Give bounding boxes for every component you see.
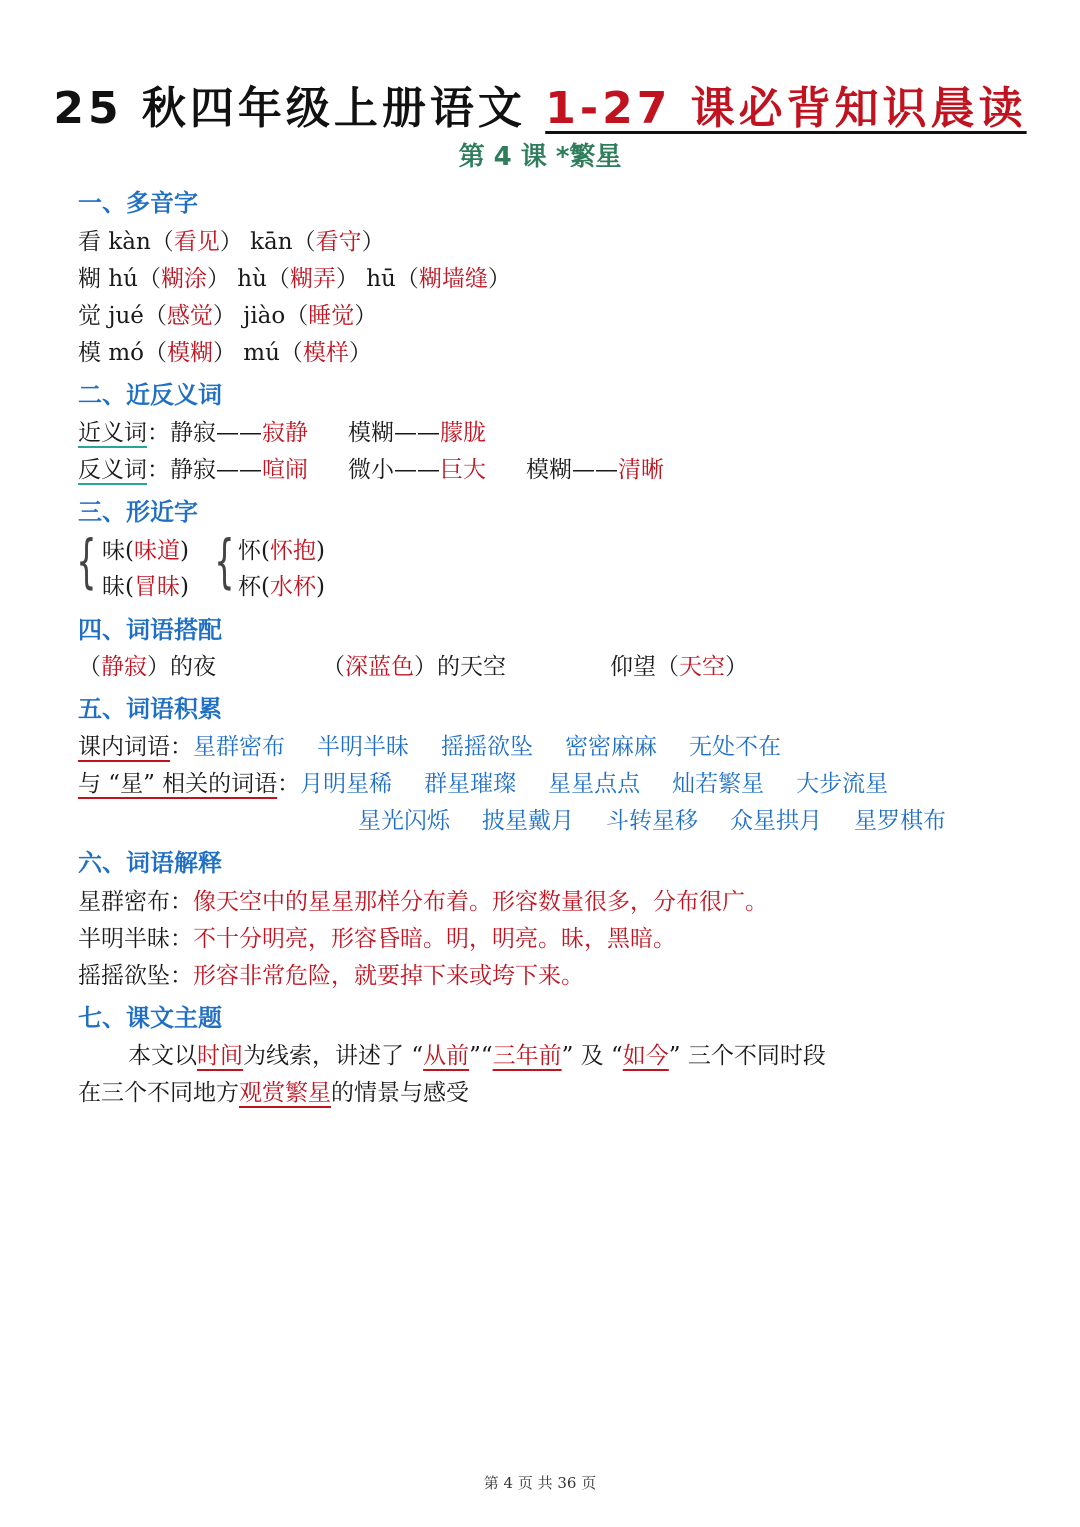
star-vocab-row: 星光闪烁 披星戴月 斗转星移 众星拱月 星罗棋布 (358, 808, 946, 834)
explanation-row: 星群密布：像天空中的星星那样分布着。形容数量很多，分布很广。 (78, 889, 768, 915)
section-heading-theme: 七、课文主题 (78, 1004, 222, 1032)
synonym-label: 近义词 (78, 420, 147, 446)
in-text-vocab-row: 课内词语：星群密布 半明半昧 摇摇欲坠 密密麻麻 无处不在 (78, 734, 781, 760)
polyphone-row: 糊 hú（糊涂） hù（糊弄） hū（糊墙缝） (78, 266, 511, 292)
antonym-label: 反义词 (78, 457, 147, 483)
polyphone-row: 看 kàn（看见） kān（看守） (78, 229, 385, 255)
section-heading-collocations: 四、词语搭配 (78, 616, 222, 644)
section-heading-synonyms: 二、近反义词 (78, 381, 222, 409)
section-heading-vocab: 五、词语积累 (78, 695, 222, 723)
similar-char-item: 怀(怀抱) (238, 538, 325, 564)
similar-char-item: 昧(冒昧) (102, 574, 189, 600)
collocation-item: （静寂）的夜 (78, 654, 216, 680)
similar-char-item: 杯(水杯) (238, 574, 325, 600)
section-heading-similar-chars: 三、形近字 (78, 498, 198, 526)
explanation-row: 半明半昧：不十分明亮，形容昏暗。明，明亮。昧，黑暗。 (78, 926, 676, 952)
section-heading-polyphones: 一、多音字 (78, 189, 198, 217)
polyphone-row: 模 mó（模糊） mú（模样） (78, 340, 372, 366)
star-vocab-row: 与 “星” 相关的词语：月明星稀 群星璀璨 星星点点 灿若繁星 大步流星 (78, 771, 889, 797)
theme-line-1: 本文以时间为线索，讲述了 “从前”“三年前” 及 “如今” 三个不同时段 (128, 1043, 826, 1069)
lesson-subtitle: 第 4 课 *繁星 (458, 142, 622, 172)
synonym-row: 近义词：静寂——寂静 模糊——朦胧 (78, 420, 486, 446)
page-footer: 第 4 页 共 36 页 (483, 1474, 597, 1492)
page-title (0, 72, 1080, 136)
title-main: 25 秋四年级上册语文 (53, 83, 546, 134)
title-highlight: 1-27 课必背知识晨读 (545, 83, 1027, 134)
collocation-item: 仰望（天空） (610, 654, 748, 680)
section-heading-explanations: 六、词语解释 (78, 849, 222, 877)
explanation-row: 摇摇欲坠：形容非常危险，就要掉下来或垮下来。 (78, 963, 584, 989)
collocation-item: （深蓝色）的天空 (322, 654, 506, 680)
similar-char-item: 味(味道) (102, 538, 189, 564)
antonym-row: 反义词：静寂——喧闹 微小——巨大 模糊——清晰 (78, 457, 664, 483)
brace-icon: { (76, 527, 97, 595)
brace-icon: { (214, 527, 235, 595)
theme-line-2: 在三个不同地方观赏繁星的情景与感受 (78, 1080, 469, 1106)
polyphone-row: 觉 jué（感觉） jiào（睡觉） (78, 303, 378, 329)
